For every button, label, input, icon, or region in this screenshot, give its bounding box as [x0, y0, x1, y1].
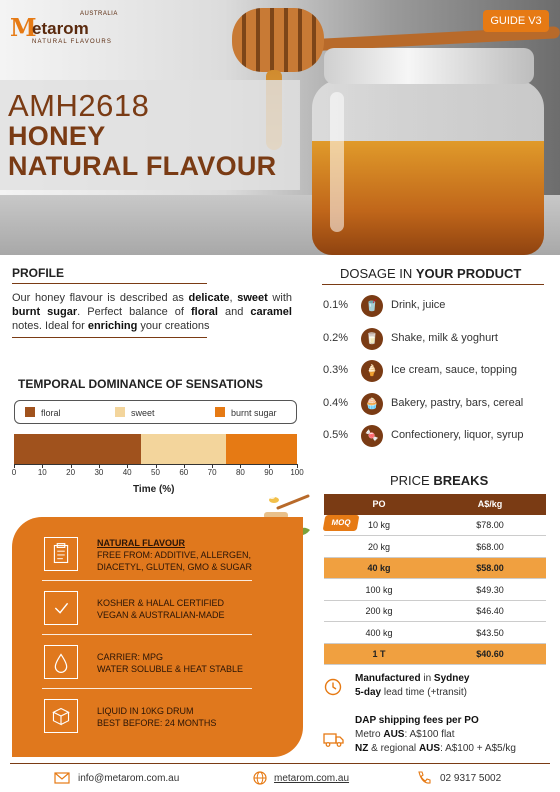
product-name-line1: HONEY [8, 121, 106, 151]
footer-website[interactable]: metarom.com.au [274, 773, 350, 784]
cupcake-icon: 🧁 [361, 393, 383, 415]
profile-keyword: caramel [250, 306, 292, 318]
footer-phone[interactable]: 02 9317 5002 [440, 773, 502, 784]
feature-natural-line2: FREE FROM: ADDITIVE, ALLERGEN, [97, 550, 252, 560]
product-code: AMH2618 [8, 88, 150, 123]
price-per-kg: $40.60 [476, 649, 504, 659]
shipping-metro-fee: : A$100 flat [404, 729, 455, 740]
price-table-header [324, 494, 546, 515]
shipping-nz-label: NZ [355, 743, 369, 754]
profile-description [12, 291, 292, 333]
droplet-icon [44, 645, 78, 679]
feature-carrier-text [97, 651, 243, 675]
footer-email[interactable]: info@metarom.com.au [78, 773, 180, 784]
x-tick-label: 50 [151, 468, 160, 477]
profile-keyword: floral [191, 306, 218, 318]
clock-icon [324, 678, 342, 696]
column-header-price: A$/kg [477, 499, 503, 509]
po-quantity: 20 kg [367, 541, 391, 552]
lead-time-days: 5-day [355, 687, 382, 698]
drink-icon: 🥤 [361, 295, 383, 317]
tds-segment-burnt-sugar [226, 434, 297, 464]
manufactured-label: Manufactured [355, 673, 421, 684]
dosage-title-plain: DOSAGE IN [340, 266, 416, 281]
table-row [324, 580, 546, 601]
po-quantity: 40 kg [367, 563, 391, 573]
dosage-percent: 0.2% [323, 331, 349, 344]
manufacturing-info [355, 672, 469, 700]
ice-cream-icon: 🍦 [361, 360, 383, 382]
footer-divider [10, 763, 550, 764]
legend-label: burnt sugar [231, 408, 277, 418]
po-quantity: 400 kg [365, 627, 393, 638]
dosage-percent: 0.4% [323, 396, 349, 409]
x-axis-title: Time (%) [133, 484, 175, 495]
feature-natural-title: NATURAL FLAVOUR [97, 538, 185, 548]
checkmark-icon [44, 591, 78, 625]
truck-icon [323, 730, 345, 748]
shipping-title: DAP shipping fees per PO [355, 715, 479, 726]
price-per-kg: $58.00 [476, 563, 504, 573]
feature-certified-line1: KOSHER & HALAL CERTIFIED [97, 598, 225, 608]
legend-swatch [215, 407, 225, 417]
profile-text-fragment: with [267, 292, 292, 304]
price-per-kg: $43.50 [476, 627, 504, 638]
honey-jar [312, 80, 544, 255]
table-row [324, 558, 546, 579]
table-row [324, 537, 546, 558]
dosage-percent: 0.1% [323, 299, 349, 311]
feature-carrier-line1: CARRIER: MPG [97, 652, 164, 662]
price-per-kg: $78.00 [476, 520, 504, 530]
profile-text-fragment: Our honey flavour is described as [12, 292, 189, 304]
feature-packaging-line2: BEST BEFORE: 24 MONTHS [97, 718, 217, 728]
profile-text-fragment: , [229, 292, 238, 304]
feature-natural-text [97, 537, 252, 573]
card-divider [42, 688, 252, 689]
po-quantity: 1 T [372, 649, 386, 659]
dosage-application: Drink, juice [391, 299, 446, 311]
guide-version-badge: GUIDE V3 [483, 10, 549, 32]
dosage-application: Ice cream, sauce, topping [391, 364, 517, 376]
card-divider [42, 634, 252, 635]
x-tick-label: 20 [66, 468, 76, 477]
price-title-bold: BREAKS [433, 473, 489, 488]
shipping-info [355, 714, 516, 756]
tds-segment-floral [14, 434, 141, 464]
profile-text-fragment: your creations [137, 320, 210, 332]
feature-carrier-line2: WATER SOLUBLE & HEAT STABLE [97, 664, 244, 674]
x-tick-label: 90 [264, 468, 274, 477]
shipping-regional-fee: : A$100 + A$5/kg [440, 743, 516, 754]
manufactured-in: in [420, 673, 434, 684]
x-tick-label: 40 [122, 468, 132, 477]
shipping-regional-country: AUS [418, 743, 441, 754]
email-icon [54, 771, 70, 785]
profile-keyword: enriching [87, 320, 138, 332]
price-per-kg: $46.40 [476, 606, 504, 616]
dosage-application: Bakery, pastry, bars, cereal [391, 396, 524, 409]
profile-text-fragment: and [217, 306, 251, 318]
table-row [324, 644, 546, 665]
feature-natural-line3: DIACETYL, GLUTEN, GMO & SUGAR [97, 562, 253, 572]
x-tick-label: 100 [290, 468, 304, 477]
logo-mark: M [10, 13, 37, 42]
x-tick-label: 10 [37, 468, 47, 477]
legend-item [215, 407, 277, 418]
dosage-application: Shake, milk & yoghurt [391, 331, 498, 344]
dosage-row [323, 360, 553, 382]
column-header-po: PO [372, 499, 386, 509]
honey-dipper-head [232, 8, 324, 72]
legend-item [115, 407, 155, 418]
dosage-title [340, 266, 521, 281]
price-title [390, 473, 488, 488]
milkshake-icon: 🥛 [361, 328, 383, 350]
dosage-divider [322, 284, 544, 285]
features-card [12, 517, 303, 757]
legend-label: floral [41, 408, 61, 418]
lead-time-text: lead time (+transit) [381, 687, 467, 698]
moq-badge: MOQ [323, 515, 360, 531]
package-icon [44, 699, 78, 733]
dosage-row [323, 295, 553, 317]
shipping-metro-country: AUS [383, 729, 405, 740]
profile-keyword: sweet [237, 292, 268, 304]
profile-heading: PROFILE [12, 266, 65, 280]
legend-swatch [25, 407, 35, 417]
feature-certified-text [97, 597, 225, 621]
product-name-line2: NATURAL FLAVOUR [8, 151, 277, 181]
chart-legend [14, 400, 297, 424]
price-per-kg: $49.30 [476, 584, 504, 595]
feature-packaging-text [97, 705, 216, 729]
dosage-percent: 0.3% [323, 364, 349, 376]
profile-keyword: burnt sugar [12, 306, 78, 318]
candy-icon: 🍬 [361, 425, 383, 447]
dosage-percent: 0.5% [323, 429, 349, 441]
phone-icon [416, 771, 432, 785]
profile-keyword: delicate [188, 292, 230, 304]
logo-wordmark: etarom [32, 19, 89, 38]
table-row [324, 623, 546, 644]
dosage-application: Confectionery, liquor, syrup [391, 429, 524, 441]
dosage-row [323, 425, 553, 447]
jar-rim [324, 48, 534, 84]
profile-divider-bottom [12, 337, 207, 338]
shipping-metro-label: Metro [355, 729, 384, 740]
x-tick-label: 70 [207, 468, 217, 477]
globe-icon [252, 771, 268, 785]
x-tick-label: 60 [179, 468, 189, 477]
shipping-regional-label: & regional [368, 743, 419, 754]
feature-packaging-line1: LIQUID IN 10KG DRUM [97, 706, 194, 716]
po-quantity: 200 kg [365, 606, 393, 616]
legend-swatch [115, 407, 125, 417]
po-quantity: 100 kg [365, 584, 393, 595]
x-tick-label: 80 [235, 468, 245, 477]
profile-text-fragment: notes. Ideal for [12, 320, 88, 332]
tds-segment-sweet [141, 434, 226, 464]
profile-text-fragment: . Perfect balance of [77, 306, 191, 318]
card-divider [42, 580, 252, 581]
dosage-row [323, 328, 553, 350]
feature-certified-line2: VEGAN & AUSTRALIAN-MADE [97, 610, 225, 620]
logo-country: AUSTRALIA [80, 11, 118, 17]
x-tick-label: 30 [94, 468, 104, 477]
profile-divider [12, 283, 207, 284]
manufacturing-city: Sydney [433, 673, 470, 684]
legend-label: sweet [131, 408, 155, 418]
x-tick-label: 0 [11, 468, 17, 477]
jar-highlight [330, 92, 344, 232]
dosage-title-bold: YOUR PRODUCT [415, 266, 522, 281]
po-quantity: 10 kg [367, 520, 391, 530]
table-row [324, 601, 546, 622]
chart-title: TEMPORAL DOMINANCE OF SENSATIONS [18, 377, 263, 391]
clipboard-icon [44, 537, 78, 571]
tds-bar [14, 434, 297, 464]
legend-item [25, 407, 61, 418]
metarom-logo[interactable] [10, 11, 125, 47]
logo-tagline: NATURAL FLAVOURS [32, 39, 113, 45]
dosage-row [323, 393, 553, 415]
price-title-plain: PRICE [390, 473, 434, 488]
price-per-kg: $68.00 [476, 541, 504, 552]
